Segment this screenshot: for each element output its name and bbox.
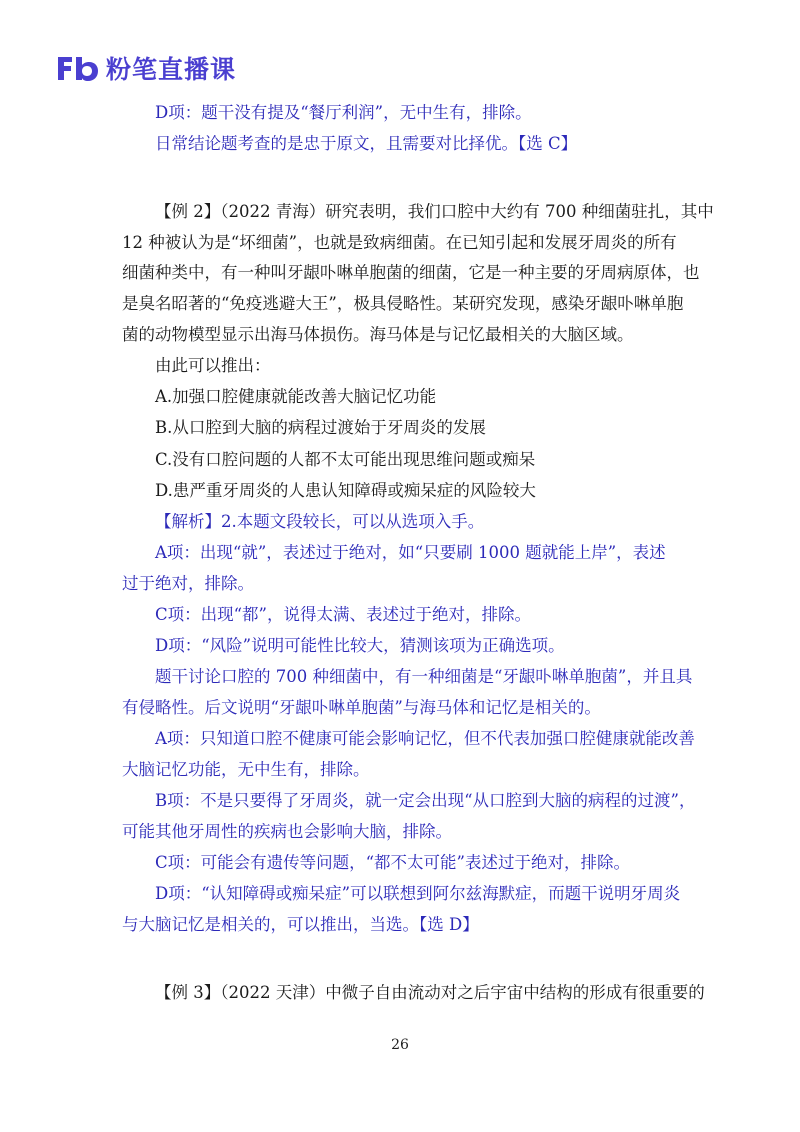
text-line: 可能其他牙周性的疾病也会影响大脑，排除。 bbox=[122, 822, 452, 841]
page-number: 26 bbox=[391, 1037, 409, 1053]
text-line: 细菌种类中，有一种叫牙龈卟啉单胞菌的细菌，它是一种主要的牙周病原体，也 bbox=[122, 263, 700, 282]
text-line: B项：不是只要得了牙周炎，就一定会出现“从口腔到大脑的病程的过渡”， bbox=[155, 791, 696, 810]
text-line: D项：“风险”说明可能性比较大，猜测该项为正确选项。 bbox=[155, 636, 565, 655]
example-heading: 【例 3】（2022 天津）中微子自由流动对之后宇宙中结构的形成有很重要的 bbox=[155, 983, 705, 1002]
brand-logo bbox=[56, 50, 236, 86]
text-line: 菌的动物模型显示出海马体损伤。海马体是与记忆最相关的大脑区域。 bbox=[122, 325, 634, 344]
option-d: D.患严重牙周炎的人患认知障碍或痴呆症的风险较大 bbox=[155, 481, 536, 500]
text-line: C项：可能会有遗传等问题，“都不太可能”表述过于绝对，排除。 bbox=[155, 853, 630, 872]
text-line: 大脑记忆功能，无中生有，排除。 bbox=[122, 760, 370, 779]
option-c: C.没有口腔问题的人都不太可能出现思维问题或痴呆 bbox=[155, 450, 536, 469]
text-line: 是臭名昭著的“免疫逃避大王”，极具侵略性。某研究发现，感染牙龈卟啉单胞 bbox=[122, 294, 684, 313]
text-line: 12 种被认为是“坏细菌”，也就是致病细菌。在已知引起和发展牙周炎的所有 bbox=[122, 233, 677, 252]
example-heading: 【例 2】（2022 青海）研究表明，我们口腔中大约有 700 种细菌驻扎，其中 bbox=[155, 202, 714, 221]
text-line: 日常结论题考查的是忠于原文，且需要对比择优。【选 C】 bbox=[155, 134, 578, 153]
question-prompt: 由此可以推出： bbox=[155, 356, 271, 375]
text-line: 与大脑记忆是相关的，可以推出，当选。【选 D】 bbox=[122, 915, 479, 934]
analysis-heading: 【解析】2.本题文段较长，可以从选项入手。 bbox=[155, 512, 485, 531]
text-line: A项：只知道口腔不健康可能会影响记忆，但不代表加强口腔健康就能改善 bbox=[155, 729, 695, 748]
fb-logo-icon bbox=[56, 53, 100, 83]
text-line: 题干讨论口腔的 700 种细菌中，有一种细菌是“牙龈卟啉单胞菌”，并且具 bbox=[155, 667, 693, 686]
option-a: A.加强口腔健康就能改善大脑记忆功能 bbox=[155, 387, 437, 406]
text-line: 有侵略性。后文说明“牙龈卟啉单胞菌”与海马体和记忆是相关的。 bbox=[122, 698, 601, 717]
text-line: D项：“认知障碍或痴呆症”可以联想到阿尔兹海默症，而题干说明牙周炎 bbox=[155, 884, 681, 903]
text-line: 过于绝对，排除。 bbox=[122, 574, 254, 593]
text-line: C项：出现“都”，说得太满、表述过于绝对，排除。 bbox=[155, 605, 531, 624]
text-line: D项：题干没有提及“餐厅利润”，无中生有，排除。 bbox=[155, 103, 532, 122]
brand-name: 粉笔直播课 bbox=[106, 55, 237, 84]
option-b: B.从口腔到大脑的病程过渡始于牙周炎的发展 bbox=[155, 418, 486, 437]
text-line: A项：出现“就”，表述过于绝对，如“只要刷 1000 题就能上岸”，表述 bbox=[155, 543, 666, 562]
